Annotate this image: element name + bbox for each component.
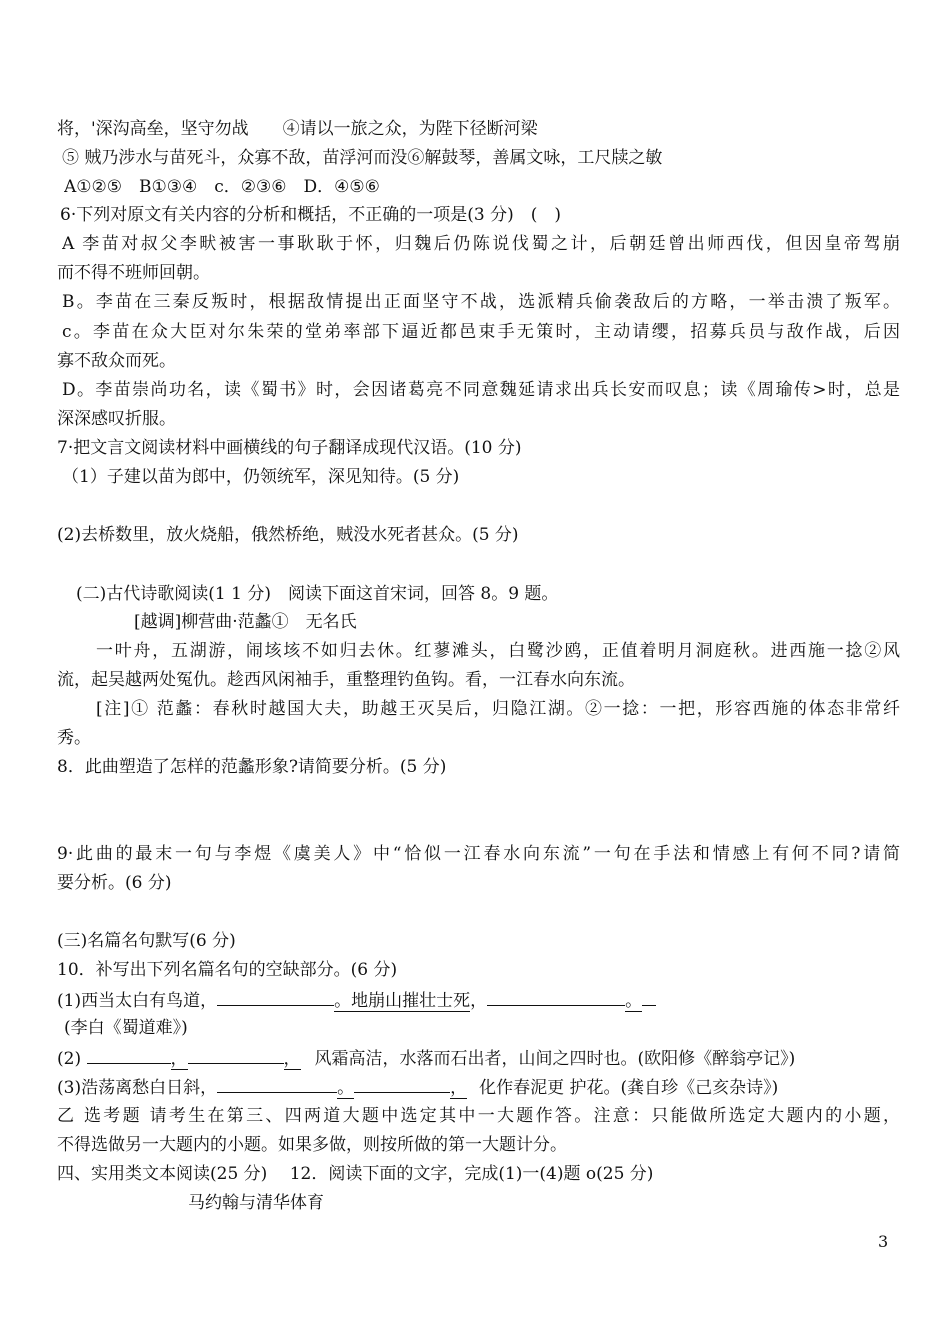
- answer-options: A①②⑤ B①③④ c．②③⑥ D．④⑤⑥: [64, 177, 380, 197]
- fill-blank-3: [57, 1074, 902, 1100]
- question-9: 9·此曲的最末一句与李煜《虞美人》中“恰似一江春水向东流”一句在手法和情感上有何不同?请简: [57, 844, 900, 864]
- option-d: D。李苗崇尚功名，读《蜀书》时，会因诸葛亮不同意魏延请求出兵长安而叹息；读《周瑜传>时，总是: [62, 380, 900, 400]
- blank-underline: [642, 987, 656, 1006]
- fill-blank-text: ，: [283, 1049, 301, 1069]
- elective-instructions-cont: 不得选做另一大题内的小题。如果多做，则按所做的第一大题计分。: [57, 1135, 567, 1155]
- section-heading-poetry: (二)古代诗歌阅读(1 1 分) 阅读下面这首宋词，回答 8。9 题。: [76, 584, 559, 604]
- option-d-cont: 深深感叹折服。: [57, 409, 176, 429]
- poem-text-cont: 流，起吴越两处冤仇。趁西风闲袖手，重整理钓鱼钩。看，一江春水向东流。: [57, 670, 635, 690]
- blank-comma: ，: [200, 1078, 218, 1098]
- fill-blank-text: ，: [450, 1078, 468, 1098]
- fill-blank-text: ，: [170, 1049, 188, 1069]
- option-b: B。李苗在三秦反叛时，根据敌情提出正面坚守不战，选派精兵偷袭敌后的方略，一举击溃了叛军。: [62, 292, 900, 312]
- option-c: c。李苗在众大臣对尔朱荣的堂弟率部下逼近都邑束手无策时，主动请缨，招募兵员与敌作战，后因: [62, 322, 900, 342]
- blank-underline[interactable]: [354, 1074, 450, 1093]
- fill-blank-text: 风霜高洁，水落而石出者，山间之四时也。(欧阳修《醉翁亭记》): [314, 1049, 796, 1069]
- question-7-part-2: (2)去桥数里，放火烧船，俄然桥绝，贼没水死者甚众。(5 分): [57, 525, 519, 545]
- fill-blank-text: 。: [625, 991, 643, 1011]
- fill-blank-text: 化作春泥更 护花。(龚自珍《己亥杂诗》): [479, 1078, 779, 1098]
- fill-blank-text: 。: [337, 1078, 355, 1098]
- section-heading-practical: 四、实用类文本阅读(25 分) 12．阅读下面的文字，完成(1)一(4)题 o(25 分): [57, 1164, 654, 1184]
- question-6: 6·下列对原文有关内容的分析和概括，不正确的一项是(3 分) ( ): [60, 205, 561, 225]
- question-8: 8．此曲塑造了怎样的范蠡形象?请简要分析。(5 分): [57, 757, 447, 777]
- blank-comma: ，: [200, 991, 218, 1011]
- question-9-cont: 要分析。(6 分): [57, 873, 172, 893]
- blank-underline[interactable]: [87, 1045, 171, 1064]
- page-number: 3: [878, 1232, 889, 1251]
- blank-underline[interactable]: [217, 1074, 337, 1093]
- text-line: 将，'深沟高垒，坚守勿战 ④请以一旅之众，为陛下径断河梁: [57, 119, 538, 139]
- blank-underline[interactable]: [487, 987, 625, 1006]
- text-line: ⑤ 贼乃涉水与苗死斗，众寡不敌，苗浮河而没⑥解鼓琴，善属文咏，工尺牍之敏: [62, 148, 663, 168]
- poem-text: 一叶舟，五湖游，闹垓垓不如归去休。红蓼滩头，白鹭沙鸥，正值着明月洞庭秋。进西施一捻②风: [96, 641, 900, 661]
- fill-blank-1: [57, 987, 902, 1013]
- option-a: A 李苗对叔父李畎被害一事耿耿于怀，归魏后仍陈说伐蜀之计，后朝廷曾出师西伐，但因皇帝驾崩: [62, 234, 900, 254]
- blank-underline[interactable]: [188, 1045, 284, 1064]
- option-a-cont: 而不得不班师回朝。: [57, 263, 210, 283]
- fill-blank-text: (2): [57, 1049, 82, 1069]
- poem-note-cont: 秀。: [57, 728, 91, 748]
- option-c-cont: 寡不敌众而死。: [57, 351, 176, 371]
- elective-instructions: 乙 选考题 请考生在第三、四两道大题中选定其中一大题作答。注意：只能做所选定大题内的小题，: [57, 1106, 900, 1126]
- blank-underline[interactable]: [217, 987, 334, 1006]
- question-7: 7·把文言文阅读材料中画横线的句子翻译成现代汉语。(10 分): [57, 438, 522, 458]
- poem-note: [注]① 范蠡：春秋时越国大夫，助越王灭吴后，归隐江湖。②一捻：一把，形容西施的体态非常纤: [96, 699, 900, 719]
- fill-blank-text: (3)浩荡离愁白日斜: [57, 1078, 201, 1098]
- fill-blank-2: [57, 1045, 902, 1071]
- fill-blank-text: 。地崩山摧壮士死: [334, 991, 471, 1011]
- question-7-part-1: （1）子建以苗为郎中，仍领统军，深见知待。(5 分): [62, 467, 460, 487]
- question-10: 10．补写出下列名篇名句的空缺部分。(6 分): [57, 960, 398, 980]
- article-title: 马约翰与清华体育: [188, 1193, 324, 1213]
- blank-comma: ，: [470, 991, 488, 1011]
- fill-blank-text: (1)西当太白有鸟道: [57, 991, 201, 1011]
- poem-title: [越调]柳营曲·范蠡① 无名氏: [134, 612, 357, 632]
- source-attribution: (李白《蜀道难》): [64, 1018, 188, 1038]
- section-heading-recitation: (三)名篇名句默写(6 分): [57, 931, 236, 951]
